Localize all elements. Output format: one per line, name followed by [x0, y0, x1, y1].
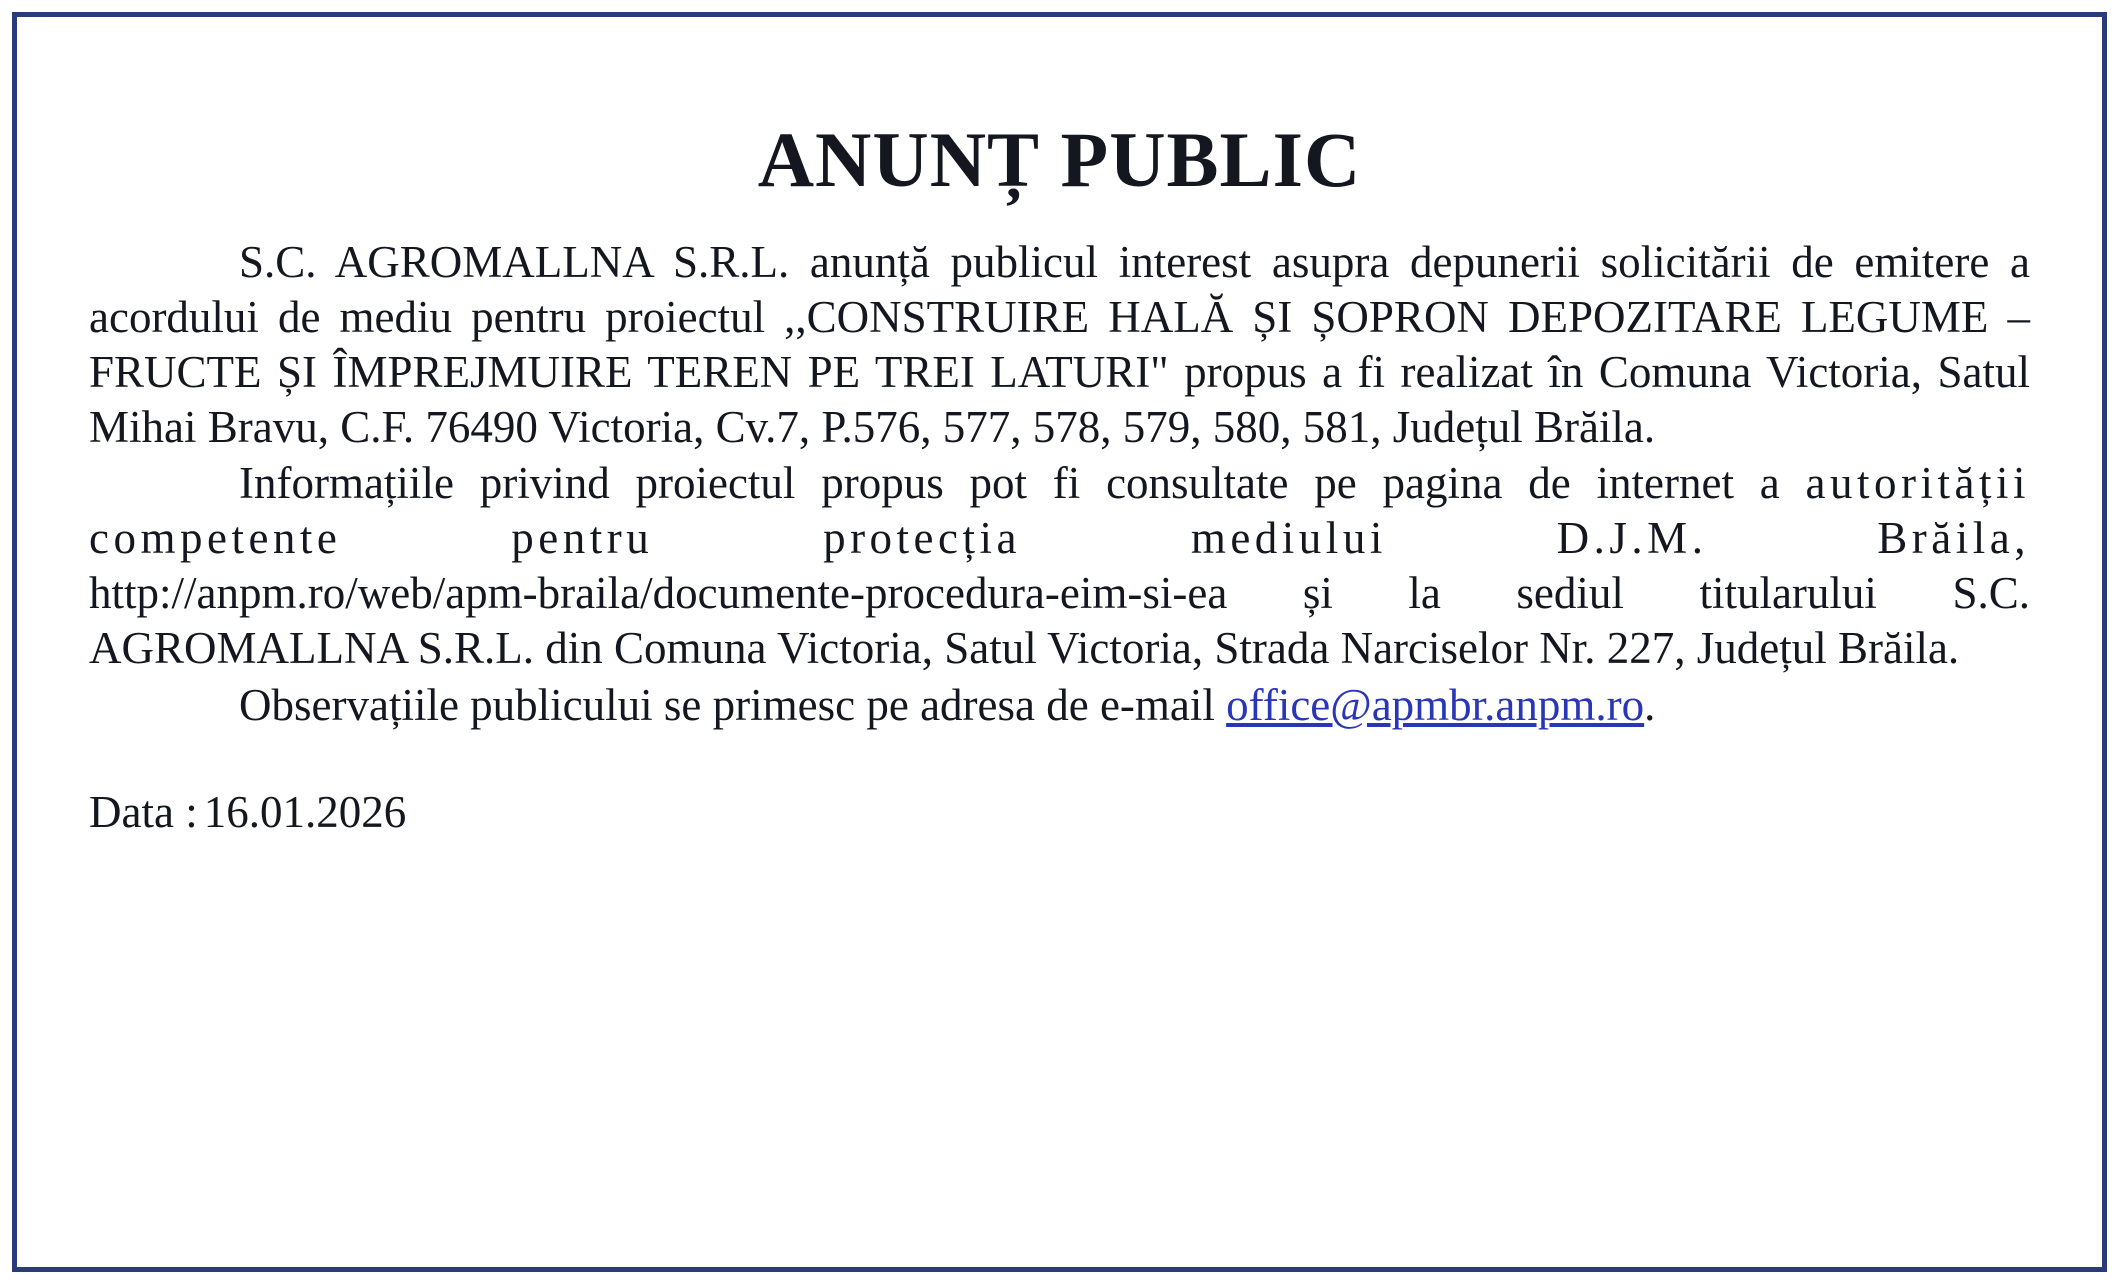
- paragraph-information-intro: Informațiile privind proiectul propus pot fi consultate pe pagina de internet a: [239, 458, 1806, 509]
- paragraph-applicant-address: și la sediul titularului S.C. AGROMALLNA S.R.L. din Comuna Victoria, Satul Victoria, Strada Narciselor Nr. 227, Județul Brăila.: [89, 568, 2030, 674]
- observations-suffix: .: [1644, 680, 1656, 731]
- paragraph-public-observations: [89, 678, 2030, 733]
- paragraph-project-description: S.C. AGROMALLNA S.R.L. anunță publicul interest asupra depunerii solicitării de emitere a acordului de mediu pentru proiectul ,,CONSTRUIRE HALĂ ȘI ȘOPRON DEPOZITARE LEGUME – FRUCTE ȘI ÎMPREJMUIRE TEREN PE TREI LATURI" propus a fi realizat în Comuna Victoria, Satul Mihai Bravu, C.F. 76490 Victoria, Cv.7, P.576, 577, 578, 579, 580, 581, Județul Brăila.: [89, 236, 2030, 452]
- observations-intro: Observațiile publicului se primesc pe adresa de e-mail: [239, 680, 1227, 731]
- paragraph-authority-name: autorității competente pentru protecția mediului D.J.M. Brăila,: [89, 458, 2030, 564]
- notice-frame: [12, 12, 2107, 1272]
- contact-email-link[interactable]: office@apmbr.anpm.ro: [1226, 680, 1645, 731]
- date-value: 16.01.2026: [203, 786, 407, 837]
- agency-website-url: http://anpm.ro/web/apm-braila/documente-procedura-eim-si-ea: [89, 568, 1228, 619]
- notice-date: [89, 785, 2030, 840]
- page-title: ANUNȚ PUBLIC: [757, 116, 1362, 203]
- date-label: Data :: [89, 786, 198, 837]
- paragraph-information-access: [89, 456, 2030, 676]
- notice-body: [89, 235, 2030, 840]
